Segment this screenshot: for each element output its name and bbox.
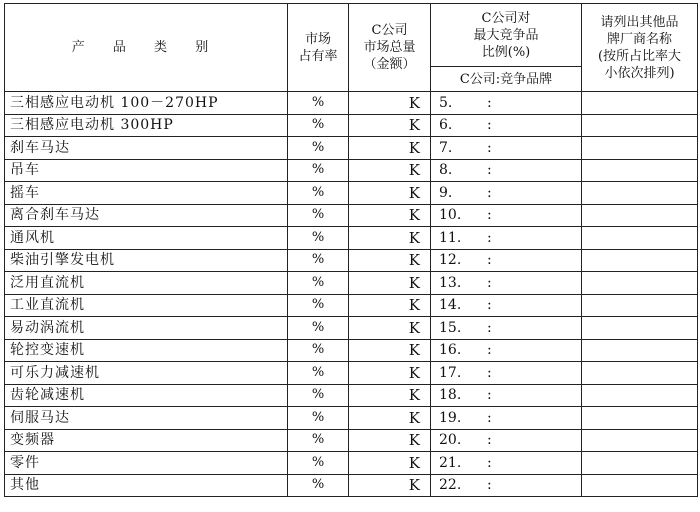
product-category-cell: 通风机 <box>5 227 288 250</box>
ratio-separator: : <box>487 387 492 404</box>
product-category-cell: 摇车 <box>5 182 288 205</box>
header-other-brands-line-1: 请列出其他品 <box>600 14 679 30</box>
product-category-cell: 可乐力减速机 <box>5 362 288 385</box>
other-brands-cell[interactable] <box>582 384 698 407</box>
market-amount-cell[interactable]: K <box>349 249 431 272</box>
market-amount-cell[interactable]: K <box>349 407 431 430</box>
item-number: 5. <box>439 94 453 111</box>
market-share-cell[interactable]: % <box>288 137 349 160</box>
market-amount-cell[interactable]: K <box>349 272 431 295</box>
product-category-cell: 伺服马达 <box>5 407 288 430</box>
item-number: 18. <box>439 387 462 404</box>
header-product-category-label: 产 品 类 别 <box>71 40 221 55</box>
market-share-cell[interactable]: % <box>288 227 349 250</box>
other-brands-cell[interactable] <box>582 249 698 272</box>
other-brands-cell[interactable] <box>582 429 698 452</box>
other-brands-cell[interactable] <box>582 317 698 340</box>
header-c-ratio <box>431 4 582 67</box>
market-share-cell[interactable]: % <box>288 92 349 115</box>
table-row <box>5 204 698 227</box>
market-amount-cell[interactable]: K <box>349 362 431 385</box>
survey-form <box>4 3 698 497</box>
product-category-cell: 柴油引擎发电机 <box>5 249 288 272</box>
market-share-table <box>4 3 698 497</box>
competitor-ratio-cell[interactable] <box>431 339 582 362</box>
table-row <box>5 92 698 115</box>
competitor-ratio-cell[interactable] <box>431 294 582 317</box>
competitor-ratio-cell[interactable] <box>431 429 582 452</box>
competitor-ratio-cell[interactable] <box>431 317 582 340</box>
market-amount-cell[interactable]: K <box>349 452 431 475</box>
header-other-brands-line-4: 小依次排列) <box>604 65 675 81</box>
table-row <box>5 159 698 182</box>
item-number: 21. <box>439 454 462 471</box>
product-category-cell: 易动涡流机 <box>5 317 288 340</box>
table-row <box>5 114 698 137</box>
ratio-separator: : <box>487 432 492 449</box>
market-amount-cell[interactable]: K <box>349 294 431 317</box>
product-category-cell: 三相感应电动机 300HP <box>5 114 288 137</box>
market-amount-cell[interactable]: K <box>349 339 431 362</box>
ratio-separator: : <box>487 117 492 134</box>
ratio-separator: : <box>487 342 492 359</box>
item-number: 20. <box>439 432 462 449</box>
competitor-ratio-cell[interactable] <box>431 137 582 160</box>
header-c-total-line-1: C公司 <box>371 23 408 38</box>
header-other-brands-line-2: 牌厂商名称 <box>606 31 672 47</box>
market-amount-cell[interactable]: K <box>349 204 431 227</box>
market-share-cell[interactable]: % <box>288 182 349 205</box>
header-c-total <box>349 4 431 92</box>
table-row <box>5 227 698 250</box>
competitor-ratio-cell[interactable] <box>431 452 582 475</box>
item-number: 7. <box>439 139 453 156</box>
table-row <box>5 339 698 362</box>
market-share-cell[interactable]: % <box>288 474 349 497</box>
market-amount-cell[interactable]: K <box>349 429 431 452</box>
item-number: 15. <box>439 319 462 336</box>
item-number: 10. <box>439 207 462 224</box>
product-category-cell: 泛用直流机 <box>5 272 288 295</box>
ratio-separator: : <box>487 297 492 314</box>
header-market-share-line-2: 占有率 <box>298 48 338 64</box>
product-category-cell: 刹车马达 <box>5 137 288 160</box>
header-market-share-line-1: 市场 <box>304 31 331 47</box>
other-brands-cell[interactable] <box>582 182 698 205</box>
table-row <box>5 272 698 295</box>
table-row <box>5 452 698 475</box>
market-share-cell[interactable]: % <box>288 159 349 182</box>
other-brands-cell[interactable] <box>582 272 698 295</box>
market-amount-cell[interactable]: K <box>349 182 431 205</box>
item-number: 6. <box>439 117 453 134</box>
header-other-brands <box>582 4 698 92</box>
item-number: 14. <box>439 297 462 314</box>
market-share-cell[interactable]: % <box>288 384 349 407</box>
table-row <box>5 362 698 385</box>
market-share-cell[interactable]: % <box>288 114 349 137</box>
item-number: 9. <box>439 184 453 201</box>
product-category-cell: 其他 <box>5 474 288 497</box>
product-category-cell: 吊车 <box>5 159 288 182</box>
product-category-cell: 三相感应电动机 100－270HP <box>5 92 288 115</box>
market-amount-cell[interactable]: K <box>349 227 431 250</box>
market-amount-cell[interactable]: K <box>349 384 431 407</box>
market-amount-cell[interactable]: K <box>349 474 431 497</box>
ratio-separator: : <box>487 229 492 246</box>
ratio-separator: : <box>487 274 492 291</box>
table-row <box>5 137 698 160</box>
competitor-ratio-cell[interactable] <box>431 159 582 182</box>
other-brands-cell[interactable] <box>582 137 698 160</box>
item-number: 8. <box>439 162 453 179</box>
header-c-ratio-line-1: C公司对 <box>481 10 531 26</box>
competitor-ratio-cell[interactable] <box>431 182 582 205</box>
ratio-separator: : <box>487 184 492 201</box>
header-other-brands-line-3: (按所占比率大 <box>597 48 682 64</box>
table-row <box>5 249 698 272</box>
ratio-separator: : <box>487 454 492 471</box>
item-number: 16. <box>439 342 462 359</box>
table-row <box>5 294 698 317</box>
product-category-cell: 离合刹车马达 <box>5 204 288 227</box>
item-number: 17. <box>439 364 462 381</box>
other-brands-cell[interactable] <box>582 204 698 227</box>
other-brands-cell[interactable] <box>582 114 698 137</box>
market-share-cell[interactable]: % <box>288 407 349 430</box>
market-amount-cell[interactable]: K <box>349 317 431 340</box>
other-brands-cell[interactable] <box>582 159 698 182</box>
market-amount-cell[interactable]: K <box>349 159 431 182</box>
market-amount-cell[interactable]: K <box>349 92 431 115</box>
other-brands-cell[interactable] <box>582 294 698 317</box>
product-category-cell: 齿轮减速机 <box>5 384 288 407</box>
other-brands-cell[interactable] <box>582 227 698 250</box>
ratio-separator: : <box>487 162 492 179</box>
ratio-separator: : <box>487 252 492 269</box>
header-c-ratio-sub: C公司:竞争品牌 <box>431 67 582 92</box>
product-category-cell: 工业直流机 <box>5 294 288 317</box>
header-product-category <box>5 4 288 92</box>
item-number: 13. <box>439 274 462 291</box>
table-row <box>5 429 698 452</box>
item-number: 22. <box>439 477 462 494</box>
market-share-cell[interactable]: % <box>288 294 349 317</box>
market-share-cell[interactable]: % <box>288 204 349 227</box>
market-amount-cell[interactable]: K <box>349 114 431 137</box>
header-c-ratio-line-2: 最大竞争品 <box>473 27 539 43</box>
ratio-separator: : <box>487 364 492 381</box>
other-brands-cell[interactable] <box>582 92 698 115</box>
table-row <box>5 317 698 340</box>
ratio-separator: : <box>487 207 492 224</box>
competitor-ratio-cell[interactable] <box>431 227 582 250</box>
ratio-separator: : <box>487 94 492 111</box>
table-row <box>5 407 698 430</box>
ratio-separator: : <box>487 319 492 336</box>
product-category-cell: 零件 <box>5 452 288 475</box>
competitor-ratio-cell[interactable] <box>431 114 582 137</box>
market-share-cell[interactable]: % <box>288 452 349 475</box>
competitor-ratio-cell[interactable] <box>431 474 582 497</box>
product-category-cell: 变频器 <box>5 429 288 452</box>
table-row <box>5 384 698 407</box>
market-share-cell[interactable]: % <box>288 249 349 272</box>
other-brands-cell[interactable] <box>582 474 698 497</box>
competitor-ratio-cell[interactable] <box>431 249 582 272</box>
other-brands-cell[interactable] <box>582 362 698 385</box>
competitor-ratio-cell[interactable] <box>431 92 582 115</box>
table-row <box>5 182 698 205</box>
ratio-separator: : <box>487 409 492 426</box>
item-number: 12. <box>439 252 462 269</box>
other-brands-cell[interactable] <box>582 339 698 362</box>
market-share-cell[interactable]: % <box>288 339 349 362</box>
other-brands-cell[interactable] <box>582 452 698 475</box>
header-c-total-line-3: （金额） <box>363 57 416 72</box>
market-share-cell[interactable]: % <box>288 317 349 340</box>
competitor-ratio-cell[interactable] <box>431 407 582 430</box>
competitor-ratio-cell[interactable] <box>431 362 582 385</box>
competitor-ratio-cell[interactable] <box>431 204 582 227</box>
header-c-ratio-line-3: 比例(%) <box>481 44 531 60</box>
market-amount-cell[interactable]: K <box>349 137 431 160</box>
competitor-ratio-cell[interactable] <box>431 272 582 295</box>
ratio-separator: : <box>487 139 492 156</box>
market-share-cell[interactable]: % <box>288 272 349 295</box>
item-number: 19. <box>439 409 462 426</box>
other-brands-cell[interactable] <box>582 407 698 430</box>
item-number: 11. <box>439 229 462 246</box>
table-row <box>5 474 698 497</box>
ratio-separator: : <box>487 477 492 494</box>
header-c-total-line-2: 市场总量 <box>363 40 416 55</box>
competitor-ratio-cell[interactable] <box>431 384 582 407</box>
market-share-cell[interactable]: % <box>288 429 349 452</box>
market-share-cell[interactable]: % <box>288 362 349 385</box>
product-category-cell: 轮控变速机 <box>5 339 288 362</box>
header-market-share <box>288 4 349 92</box>
table-body <box>5 92 698 497</box>
